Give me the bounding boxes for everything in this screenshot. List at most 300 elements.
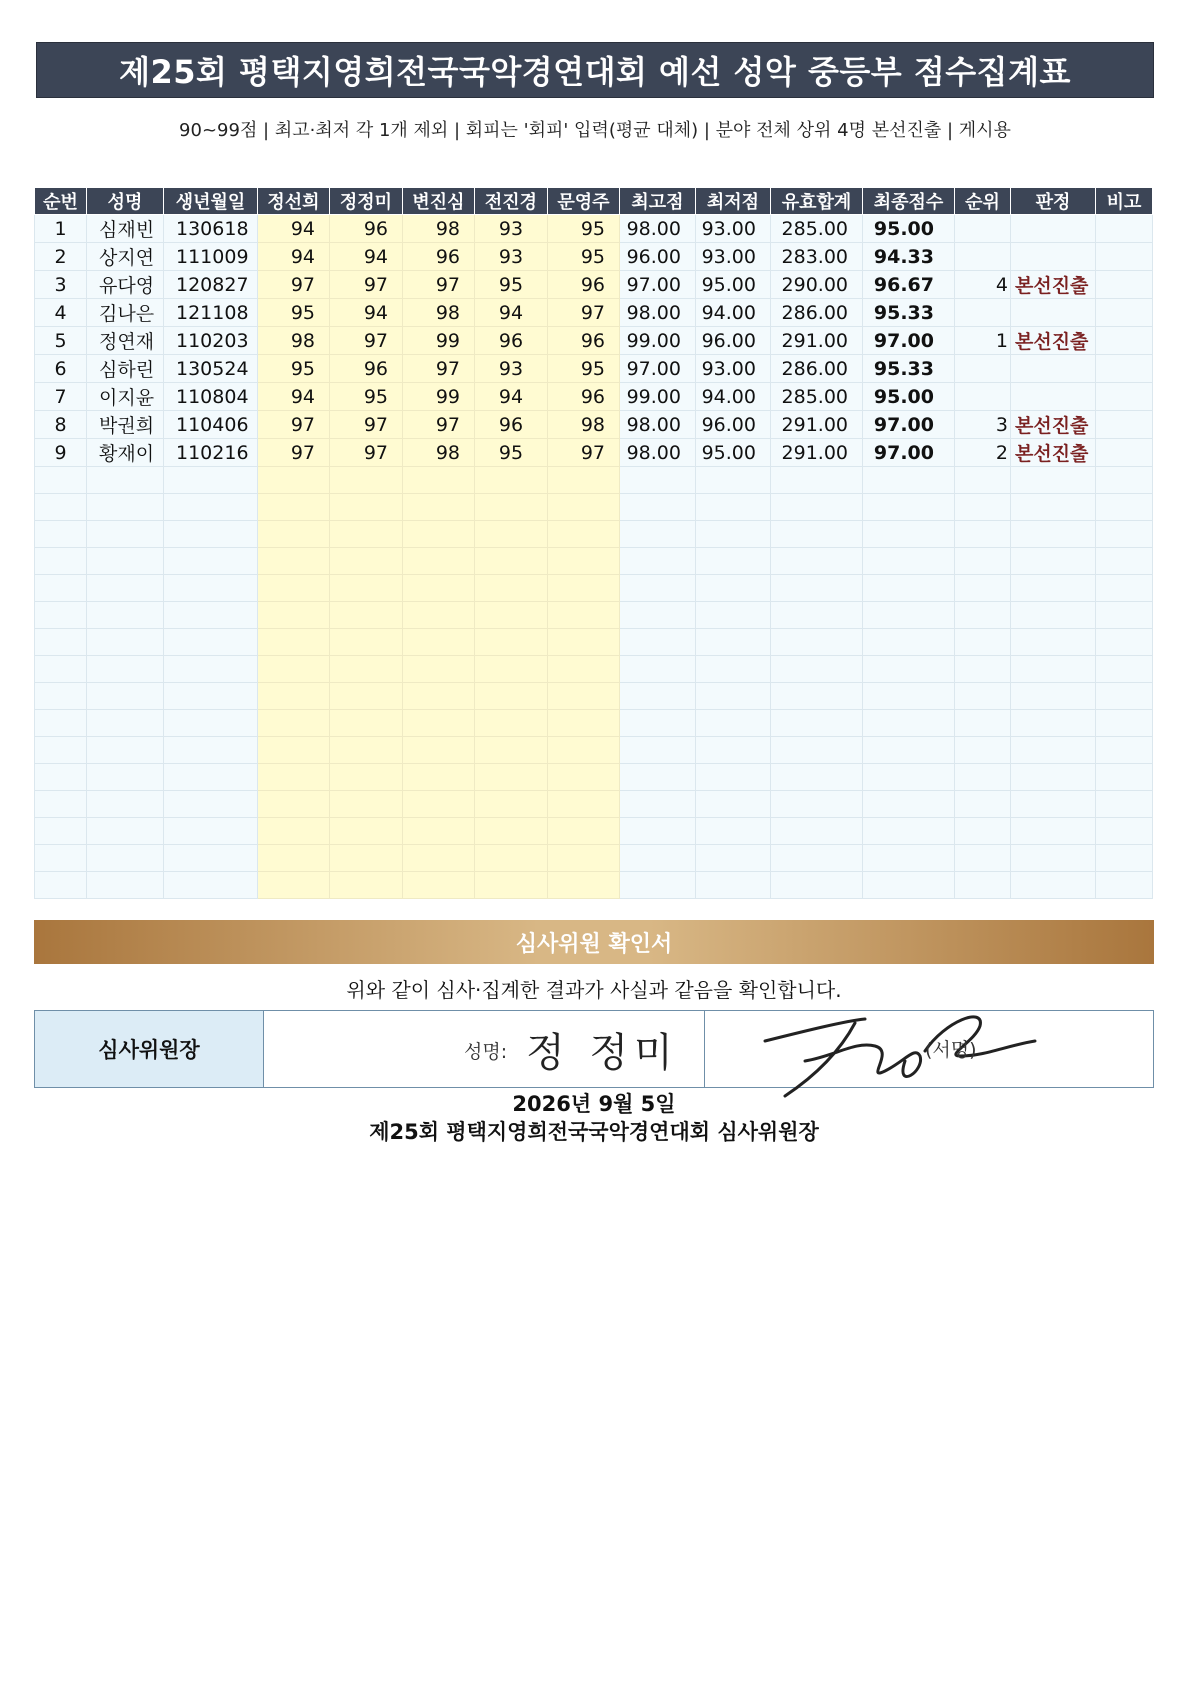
empty-row (35, 548, 1153, 575)
empty-cell (164, 575, 258, 602)
name-cell: 심하린 (87, 355, 164, 383)
empty-cell (1011, 872, 1096, 899)
empty-cell (258, 737, 330, 764)
empty-cell (403, 791, 475, 818)
final-score: 97.00 (863, 327, 955, 355)
empty-cell (1011, 467, 1096, 494)
empty-cell (548, 494, 620, 521)
judge-score: 99 (403, 327, 475, 355)
empty-cell (696, 872, 771, 899)
empty-row (35, 656, 1153, 683)
judge-score: 93 (475, 355, 548, 383)
column-header: 성명 (87, 188, 164, 215)
empty-cell (403, 872, 475, 899)
final-score: 95.00 (863, 383, 955, 411)
empty-cell (771, 791, 863, 818)
max-score: 96.00 (620, 243, 696, 271)
empty-cell (35, 872, 87, 899)
column-header: 순번 (35, 188, 87, 215)
empty-cell (955, 845, 1011, 872)
empty-cell (696, 683, 771, 710)
empty-cell (35, 602, 87, 629)
empty-cell (548, 602, 620, 629)
min-score: 93.00 (696, 355, 771, 383)
empty-cell (258, 818, 330, 845)
rank-cell: 1 (955, 327, 1011, 355)
column-header: 정선희 (258, 188, 330, 215)
empty-cell (955, 602, 1011, 629)
empty-cell (955, 494, 1011, 521)
empty-cell (620, 656, 696, 683)
empty-row (35, 845, 1153, 872)
judge-score: 96 (475, 411, 548, 439)
empty-cell (771, 602, 863, 629)
empty-cell (35, 764, 87, 791)
empty-cell (696, 737, 771, 764)
judge-score: 97 (403, 355, 475, 383)
min-score: 95.00 (696, 439, 771, 467)
empty-cell (955, 737, 1011, 764)
empty-cell (548, 683, 620, 710)
max-score: 97.00 (620, 355, 696, 383)
max-score: 98.00 (620, 299, 696, 327)
min-score: 93.00 (696, 243, 771, 271)
signer-role: 심사위원장 (35, 1011, 264, 1087)
empty-cell (863, 764, 955, 791)
row-number: 4 (35, 299, 87, 327)
empty-cell (164, 629, 258, 656)
empty-cell (35, 791, 87, 818)
empty-cell (1096, 845, 1153, 872)
empty-cell (620, 818, 696, 845)
name-cell: 유다영 (87, 271, 164, 299)
empty-cell (258, 629, 330, 656)
empty-cell (771, 548, 863, 575)
valid-sum: 291.00 (771, 439, 863, 467)
judge-score: 97 (258, 271, 330, 299)
empty-cell (87, 494, 164, 521)
min-score: 94.00 (696, 383, 771, 411)
column-header: 문영주 (548, 188, 620, 215)
empty-cell (35, 818, 87, 845)
empty-cell (164, 494, 258, 521)
empty-cell (164, 548, 258, 575)
empty-row (35, 737, 1153, 764)
empty-cell (863, 737, 955, 764)
empty-cell (548, 656, 620, 683)
judge-score: 94 (330, 299, 403, 327)
empty-cell (1096, 602, 1153, 629)
empty-cell (475, 683, 548, 710)
empty-cell (87, 656, 164, 683)
empty-cell (548, 845, 620, 872)
empty-cell (164, 521, 258, 548)
row-number: 8 (35, 411, 87, 439)
empty-cell (863, 629, 955, 656)
empty-cell (475, 602, 548, 629)
empty-cell (475, 845, 548, 872)
row-number: 5 (35, 327, 87, 355)
max-score: 99.00 (620, 383, 696, 411)
empty-cell (403, 845, 475, 872)
judge-score: 97 (403, 411, 475, 439)
empty-cell (620, 629, 696, 656)
name-cell: 정연재 (87, 327, 164, 355)
empty-cell (35, 575, 87, 602)
name-cell: 심재빈 (87, 215, 164, 243)
empty-cell (771, 575, 863, 602)
empty-row (35, 818, 1153, 845)
empty-cell (164, 791, 258, 818)
birth-cell: 110203 (164, 327, 258, 355)
name-label: 성명: (464, 1041, 508, 1063)
judge-score: 96 (548, 327, 620, 355)
table-body (35, 215, 1153, 899)
valid-sum: 291.00 (771, 411, 863, 439)
signer-name-cell (264, 1011, 705, 1087)
empty-cell (475, 710, 548, 737)
empty-cell (1011, 818, 1096, 845)
empty-cell (87, 575, 164, 602)
empty-cell (771, 872, 863, 899)
handwritten-signature-icon (745, 1001, 1045, 1101)
empty-cell (696, 629, 771, 656)
empty-cell (403, 467, 475, 494)
judge-score: 94 (475, 383, 548, 411)
final-score: 95.00 (863, 215, 955, 243)
judge-score: 97 (548, 439, 620, 467)
table-row (35, 327, 1153, 355)
empty-cell (771, 764, 863, 791)
empty-cell (620, 710, 696, 737)
empty-cell (863, 494, 955, 521)
empty-cell (330, 521, 403, 548)
empty-cell (87, 710, 164, 737)
empty-cell (1011, 548, 1096, 575)
name-cell: 황재이 (87, 439, 164, 467)
empty-cell (620, 764, 696, 791)
empty-cell (955, 656, 1011, 683)
empty-cell (955, 683, 1011, 710)
empty-cell (87, 467, 164, 494)
empty-row (35, 629, 1153, 656)
column-header: 최고점 (620, 188, 696, 215)
judge-score: 96 (548, 271, 620, 299)
judge-score: 95 (548, 355, 620, 383)
empty-cell (164, 467, 258, 494)
note-cell (1096, 355, 1153, 383)
empty-cell (258, 683, 330, 710)
empty-cell (548, 791, 620, 818)
empty-cell (696, 602, 771, 629)
max-score: 98.00 (620, 439, 696, 467)
valid-sum: 285.00 (771, 215, 863, 243)
judge-score: 97 (403, 271, 475, 299)
judge-score: 94 (258, 243, 330, 271)
empty-row (35, 791, 1153, 818)
verdict-cell (1011, 299, 1096, 327)
verdict-cell: 본선진출 (1011, 271, 1096, 299)
judge-score: 96 (403, 243, 475, 271)
empty-cell (771, 656, 863, 683)
empty-cell (330, 629, 403, 656)
verdict-cell: 본선진출 (1011, 327, 1096, 355)
empty-cell (475, 575, 548, 602)
empty-cell (330, 575, 403, 602)
column-header: 비고 (1096, 188, 1153, 215)
judge-score: 96 (330, 355, 403, 383)
empty-cell (258, 521, 330, 548)
empty-cell (403, 629, 475, 656)
empty-cell (696, 764, 771, 791)
page-subtitle: 90~99점 | 최고·최저 각 1개 제외 | 회피는 '회피' 입력(평균 대체) | 분야 전체 상위 4명 본선진출 | 게시용 (179, 120, 1011, 141)
empty-cell (696, 521, 771, 548)
empty-cell (475, 872, 548, 899)
verdict-cell (1011, 383, 1096, 411)
column-header: 전진경 (475, 188, 548, 215)
judge-score: 98 (548, 411, 620, 439)
valid-sum: 291.00 (771, 327, 863, 355)
final-score: 97.00 (863, 439, 955, 467)
empty-cell (164, 656, 258, 683)
empty-cell (863, 710, 955, 737)
empty-cell (548, 575, 620, 602)
empty-cell (403, 710, 475, 737)
empty-cell (87, 548, 164, 575)
judge-score: 98 (403, 299, 475, 327)
empty-cell (475, 629, 548, 656)
name-cell: 김나은 (87, 299, 164, 327)
empty-cell (1011, 656, 1096, 683)
verdict-cell: 본선진출 (1011, 439, 1096, 467)
final-score: 95.33 (863, 355, 955, 383)
judge-score: 94 (258, 383, 330, 411)
empty-cell (1096, 710, 1153, 737)
judge-score: 94 (475, 299, 548, 327)
note-cell (1096, 243, 1153, 271)
final-score: 95.33 (863, 299, 955, 327)
empty-cell (164, 872, 258, 899)
rank-cell (955, 299, 1011, 327)
birth-cell: 130618 (164, 215, 258, 243)
empty-cell (620, 683, 696, 710)
score-table (34, 187, 1153, 899)
empty-cell (696, 710, 771, 737)
empty-cell (35, 629, 87, 656)
empty-row (35, 467, 1153, 494)
empty-cell (696, 656, 771, 683)
empty-cell (164, 818, 258, 845)
empty-cell (955, 629, 1011, 656)
empty-cell (620, 494, 696, 521)
empty-cell (403, 494, 475, 521)
empty-cell (330, 602, 403, 629)
empty-cell (863, 872, 955, 899)
empty-cell (696, 845, 771, 872)
empty-cell (164, 764, 258, 791)
empty-cell (1096, 791, 1153, 818)
judge-score: 98 (403, 215, 475, 243)
verdict-cell: 본선진출 (1011, 411, 1096, 439)
empty-cell (87, 737, 164, 764)
empty-cell (696, 548, 771, 575)
judge-score: 97 (330, 411, 403, 439)
empty-cell (475, 548, 548, 575)
confirmation-statement: 위와 같이 심사·집계한 결과가 사실과 같음을 확인합니다. (346, 978, 842, 1002)
empty-cell (548, 467, 620, 494)
empty-cell (1011, 845, 1096, 872)
empty-cell (620, 602, 696, 629)
empty-row (35, 710, 1153, 737)
empty-cell (863, 467, 955, 494)
empty-cell (1011, 791, 1096, 818)
empty-cell (771, 818, 863, 845)
empty-cell (164, 602, 258, 629)
table-row (35, 299, 1153, 327)
handwritten-name: 정 정미 (526, 1030, 679, 1076)
empty-cell (403, 737, 475, 764)
judge-score: 97 (258, 411, 330, 439)
page-title: 제25회 평택지영희전국국악경연대회 예선 성악 중등부 점수집계표 (36, 42, 1154, 98)
judge-score: 95 (258, 299, 330, 327)
empty-cell (330, 818, 403, 845)
rank-cell (955, 243, 1011, 271)
note-cell (1096, 327, 1153, 355)
rank-cell (955, 215, 1011, 243)
empty-cell (620, 521, 696, 548)
empty-cell (475, 818, 548, 845)
birth-cell: 110406 (164, 411, 258, 439)
empty-cell (620, 737, 696, 764)
empty-cell (1096, 467, 1153, 494)
empty-cell (620, 845, 696, 872)
empty-cell (1096, 548, 1153, 575)
column-header: 생년월일 (164, 188, 258, 215)
empty-row (35, 683, 1153, 710)
birth-cell: 111009 (164, 243, 258, 271)
min-score: 96.00 (696, 411, 771, 439)
table-header-row (35, 188, 1153, 215)
note-cell (1096, 439, 1153, 467)
empty-cell (620, 791, 696, 818)
empty-cell (620, 467, 696, 494)
empty-cell (330, 467, 403, 494)
empty-cell (330, 872, 403, 899)
empty-cell (258, 494, 330, 521)
row-number: 3 (35, 271, 87, 299)
birth-cell: 120827 (164, 271, 258, 299)
empty-cell (548, 548, 620, 575)
empty-cell (330, 791, 403, 818)
empty-row (35, 764, 1153, 791)
empty-cell (863, 521, 955, 548)
empty-cell (35, 656, 87, 683)
verdict-cell (1011, 215, 1096, 243)
rank-cell: 4 (955, 271, 1011, 299)
judge-score: 93 (475, 243, 548, 271)
column-header: 최종점수 (863, 188, 955, 215)
judge-score: 97 (548, 299, 620, 327)
signature-box (34, 1010, 1154, 1088)
empty-cell (955, 710, 1011, 737)
empty-cell (35, 521, 87, 548)
rank-cell: 2 (955, 439, 1011, 467)
empty-cell (1096, 575, 1153, 602)
judge-score: 97 (330, 271, 403, 299)
empty-cell (1096, 818, 1153, 845)
judge-score: 97 (330, 439, 403, 467)
min-score: 95.00 (696, 271, 771, 299)
row-number: 2 (35, 243, 87, 271)
empty-cell (258, 710, 330, 737)
empty-cell (403, 764, 475, 791)
verdict-cell (1011, 243, 1096, 271)
empty-cell (258, 764, 330, 791)
empty-cell (403, 602, 475, 629)
empty-cell (1011, 737, 1096, 764)
empty-cell (403, 683, 475, 710)
empty-cell (475, 737, 548, 764)
empty-cell (771, 521, 863, 548)
birth-cell: 121108 (164, 299, 258, 327)
final-score: 94.33 (863, 243, 955, 271)
judge-score: 97 (330, 327, 403, 355)
empty-cell (87, 791, 164, 818)
table-row (35, 271, 1153, 299)
empty-cell (87, 521, 164, 548)
column-header: 정정미 (330, 188, 403, 215)
empty-cell (258, 872, 330, 899)
valid-sum: 283.00 (771, 243, 863, 271)
judge-score: 98 (258, 327, 330, 355)
table-row (35, 243, 1153, 271)
empty-cell (1096, 494, 1153, 521)
empty-cell (771, 629, 863, 656)
confirmation-organization: 제25회 평택지영희전국국악경연대회 심사위원장 (369, 1120, 819, 1144)
empty-cell (1011, 710, 1096, 737)
judge-score: 96 (475, 327, 548, 355)
max-score: 99.00 (620, 327, 696, 355)
empty-cell (771, 710, 863, 737)
empty-cell (87, 872, 164, 899)
empty-cell (164, 845, 258, 872)
empty-cell (771, 737, 863, 764)
empty-cell (955, 818, 1011, 845)
row-number: 1 (35, 215, 87, 243)
empty-cell (35, 494, 87, 521)
empty-cell (548, 710, 620, 737)
birth-cell: 110216 (164, 439, 258, 467)
judge-score: 95 (330, 383, 403, 411)
max-score: 97.00 (620, 271, 696, 299)
empty-cell (955, 575, 1011, 602)
empty-cell (955, 791, 1011, 818)
empty-cell (87, 764, 164, 791)
empty-cell (87, 683, 164, 710)
empty-cell (1096, 521, 1153, 548)
empty-cell (955, 872, 1011, 899)
empty-cell (1096, 683, 1153, 710)
empty-cell (1096, 764, 1153, 791)
empty-cell (35, 467, 87, 494)
empty-cell (403, 818, 475, 845)
empty-row (35, 602, 1153, 629)
empty-cell (403, 575, 475, 602)
empty-cell (620, 548, 696, 575)
empty-cell (475, 791, 548, 818)
empty-cell (548, 737, 620, 764)
judge-score: 96 (548, 383, 620, 411)
